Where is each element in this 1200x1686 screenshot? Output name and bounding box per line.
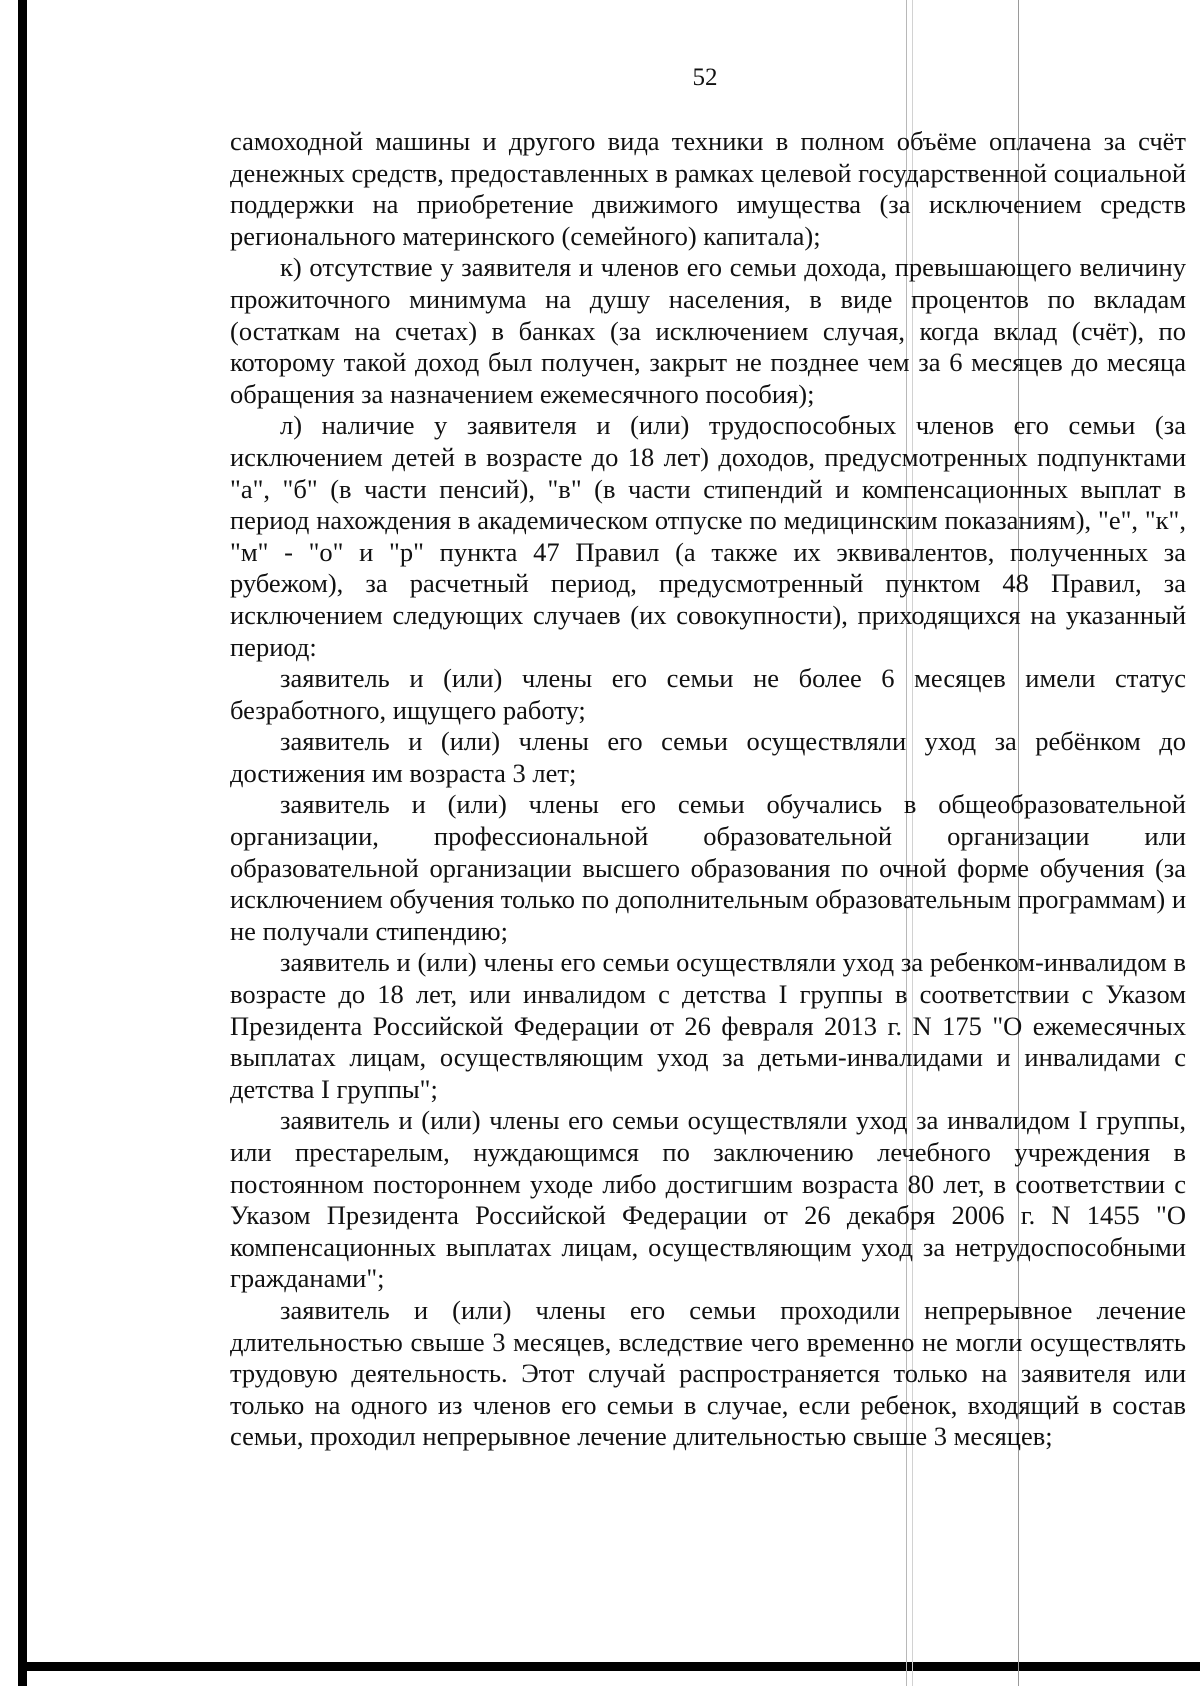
exception-childcare: заявитель и (или) члены его семьи осуществляли уход за ребёнком до достижения им возраста 3 лет; (230, 726, 1186, 788)
exception-unemployed: заявитель и (или) члены его семьи не более 6 месяцев имели статус безработного, ищущего работу; (230, 663, 1186, 725)
scan-bottom-border (18, 1662, 1200, 1671)
paragraph-continuation: самоходной машины и другого вида техники в полном объёме оплачена за счёт денежных средств, предоставленных в рамках целевой государственной социальной поддержки на приобретение движимого имущества (за исключением средств регионального материнского (семейного) капитала); (230, 126, 1186, 251)
exception-disabled-adult-care: заявитель и (или) члены его семьи осуществляли уход за инвалидом I группы, или престарелым, нуждающимся по заключению лечебного учреждения в постоянном постороннем уходе либо достигшим возраста 80 лет, в соответствии с Указом Президента Российской Федерации от 26 декабря 2006 г. N 1455 "О компенсационных выплатах лицам, осуществляющим уход за нетрудоспособными гражданами"; (230, 1105, 1186, 1294)
exception-education: заявитель и (или) члены его семьи обучались в общеобразовательной организации, профессиональной образовательной организации или образовательной организации высшего образования по очной форме обучения (за исключением обучения только по дополнительным образовательным программам) и не получали стипендию; (230, 789, 1186, 946)
scan-left-border (18, 0, 27, 1686)
paragraph-item-l: л) наличие у заявителя и (или) трудоспособных членов его семьи (за исключением детей в возрасте до 18 лет) доходов, предусмотренных подпунктами "а", "б" (в части пенсий), "в" (в части стипендий и компенсационных выплат в период нахождения в академическом отпуске по медицинским показаниям), "е", "к", "м" - "о" и "р" пункта 47 Правил (а также их эквивалентов, полученных за рубежом), за расчетный период, предусмотренный пунктом 48 Правил, за исключением следующих случаев (их совокупности), приходящихся на указанный период: (230, 410, 1186, 662)
document-body (230, 126, 1186, 1453)
page-number: 52 (692, 64, 718, 91)
paragraph-item-k: к) отсутствие у заявителя и членов его семьи дохода, превышающего величину прожиточного минимума на душу населения, в виде процентов по вкладам (остаткам на счетах) в банках (за исключением случая, когда вклад (счёт), по которому такой доход был получен, закрыт не позднее чем за 6 месяцев до месяца обращения за назначением ежемесячного пособия); (230, 252, 1186, 409)
exception-medical-treatment: заявитель и (или) члены его семьи проходили непрерывное лечение длительностью свыше 3 месяцев, вследствие чего временно не могли осуществлять трудовую деятельность. Этот случай распространяется только на заявителя или только на одного из членов его семьи в случае, если ребенок, входящий в состав семьи, проходил непрерывное лечение длительностью свыше 3 месяцев; (230, 1294, 1186, 1452)
exception-disabled-child-care: заявитель и (или) члены его семьи осуществляли уход за ребенком-инвалидом в возрасте до 18 лет, или инвалидом с детства I группы в соответствии с Указом Президента Российской Федерации от 26 февраля 2013 г. N 175 "О ежемесячных выплатах лицам, осуществляющим уход за детьми-инвалидами и инвалидами с детства I группы"; (230, 947, 1186, 1104)
